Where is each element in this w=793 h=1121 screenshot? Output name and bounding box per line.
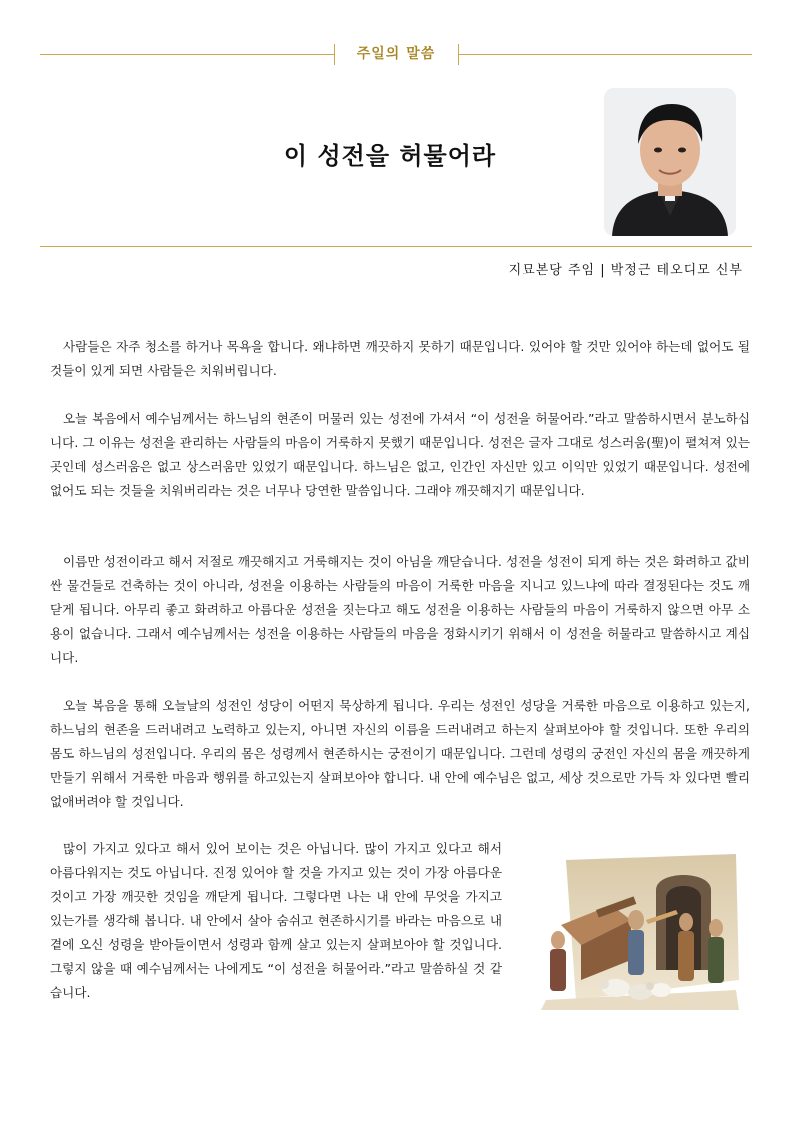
author-portrait (604, 88, 736, 236)
section-title: 주일의 말씀 (356, 46, 436, 62)
priest-portrait-icon (604, 88, 736, 236)
temple-cleansing-illustration-icon (536, 850, 741, 1010)
title-rule (40, 246, 752, 247)
paragraph-5: 많이 가지고 있다고 해서 있어 보이는 것은 아닙니다. 많이 가지고 있다고 해서 아름다워지는 것도 아닙니다. 진정 있어야 할 것을 가지고 있는 것이 가장 아름다운 것이고 가장 깨끗한 것임을 깨닫게 됩니다. 그렇다면 나는 내 안에 무엇을 가지고 있는가를 생각해 봅니다. 내 안에서 살아 숨쉬고 현존하시기를 바라는 마음으로 내 곁에 오신 성령을 받아들이면서 성령과 함께 살고 있는지 살펴보아야 할 것입니다. 그렇지 않을 때 예수님께서는 나에게도 “이 성전을 허물어라.”라고 말씀하실 것 같습니다. (50, 841, 502, 1000)
paragraph-2: 오늘 복음에서 예수님께서는 하느님의 현존이 머물러 있는 성전에 가셔서 “이 성전을 허물어라.”라고 말씀하시면서 분노하십니다. 그 이유는 성전을 관리하는 사람들의 마음이 거룩하지 못했기 때문입니다. 성전은 글자 그대로 성스러움(聖)이 펼쳐져 있는 곳인데 성스러움은 없고 상스러움만 있었기 때문입니다. 하느님은 없고, 인간인 자신만 있고 이익만 있었기 때문입니다. 성전에 없어도 되는 것들을 치워버리라는 것은 너무나 당연한 말씀입니다. 그래야 깨끗해지기 때문입니다. (50, 411, 750, 498)
paragraph-1: 사람들은 자주 청소를 하거나 목욕을 합니다. 왜냐하면 깨끗하지 못하기 때문입니다. 있어야 할 것만 있어야 하는데 없어도 될 것들이 있게 되면 사람들은 치워버립니다. (50, 339, 750, 378)
author-byline: 지묘본당 주임 | 박정근 테오디모 신부 (508, 263, 743, 278)
paragraph-4: 오늘 복음을 통해 오늘날의 성전인 성당이 어떤지 묵상하게 됩니다. 우리는 성전인 성당을 거룩한 마음으로 이용하고 있는지, 하느님의 현존을 드러내려고 노력하고 있는지, 아니면 자신의 이름을 드러내려고 하는지 살펴보아야 할 것입니다. 또한 우리의 몸도 하느님의 성전입니다. 우리의 몸은 성령께서 현존하시는 궁전이기 때문입니다. 그런데 성령의 궁전인 자신의 몸을 깨끗하게 만들기 위해서 거룩한 마음과 행위를 하고있는지 살펴보아야 합니다. 내 안에 예수님은 없고, 세상 것으로만 가득 차 있다면 빨리 없애버려야 할 것입니다. (50, 698, 750, 809)
article-title: 이 성전을 허물어라 (283, 141, 497, 170)
header-rule-right (458, 54, 752, 55)
header-rule-left (40, 54, 334, 55)
paragraph-3: 이름만 성전이라고 해서 저절로 깨끗해지고 거룩해지는 것이 아님을 깨닫습니다. 성전을 성전이 되게 하는 것은 화려하고 값비싼 물건들로 건축하는 것이 아니라, 성전을 이용하는 사람들의 마음이 거룩한 마음을 지니고 있느냐에 따라 결정된다는 것도 깨닫게 됩니다. 아무리 좋고 화려하고 아름다운 성전을 짓는다고 해도 성전을 이용하는 사람들의 마음이 거룩하지 않으면 아무 소용이 없습니다. 그래서 예수님께서는 성전을 이용하는 사람들의 마음을 정화시키기 위해서 이 성전을 허물라고 말씀하시고 계십니다. (50, 554, 750, 665)
temple-illustration (536, 850, 741, 1010)
